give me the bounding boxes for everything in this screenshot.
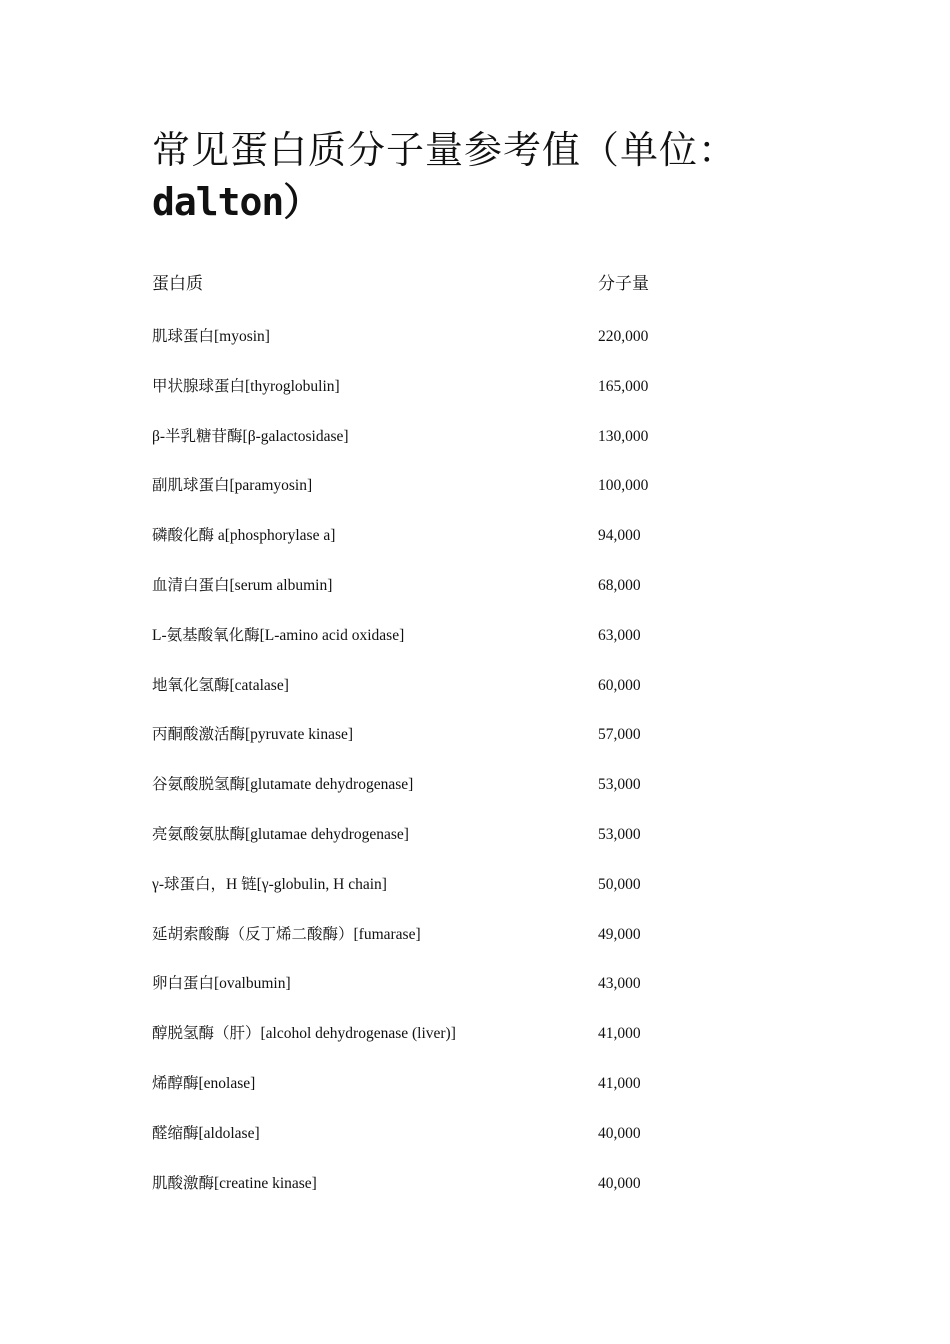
protein-name: 血清白蛋白[serum albumin] bbox=[152, 576, 333, 594]
molecular-weight: 49,000 bbox=[598, 925, 641, 943]
protein-name: 磷酸化酶 a[phosphorylase a] bbox=[152, 527, 336, 545]
table-row bbox=[152, 566, 792, 616]
table-row bbox=[152, 1164, 792, 1214]
molecular-weight: 43,000 bbox=[598, 975, 641, 993]
molecular-weight: 63,000 bbox=[598, 626, 641, 644]
protein-name: L-氨基酸氧化酶[L-amino acid oxidase] bbox=[152, 626, 405, 644]
molecular-weight: 220,000 bbox=[598, 328, 649, 345]
table-row bbox=[152, 915, 792, 965]
table-header-row bbox=[152, 264, 792, 317]
table-row bbox=[152, 1114, 792, 1164]
molecular-weight: 53,000 bbox=[598, 825, 641, 843]
protein-name: 谷氨酸脱氢酶[glutamate dehydrogenase] bbox=[152, 776, 414, 794]
molecular-weight: 130,000 bbox=[598, 427, 649, 445]
protein-table bbox=[152, 264, 792, 1213]
table-row bbox=[152, 815, 792, 865]
molecular-weight: 57,000 bbox=[598, 726, 641, 744]
molecular-weight: 53,000 bbox=[598, 776, 641, 794]
table-row bbox=[152, 417, 792, 467]
protein-name: β-半乳糖苷酶[β-galactosidase] bbox=[152, 427, 349, 445]
table-row bbox=[152, 466, 792, 516]
molecular-weight: 40,000 bbox=[598, 1174, 641, 1192]
protein-name: 甲状腺球蛋白[thyroglobulin] bbox=[152, 377, 340, 395]
protein-name: γ-球蛋白，H 链[γ-globulin, H chain] bbox=[152, 875, 387, 893]
table-row bbox=[152, 1064, 792, 1114]
table-row bbox=[152, 516, 792, 566]
molecular-weight: 41,000 bbox=[598, 1074, 641, 1092]
protein-name: 丙酮酸激活酶[pyruvate kinase] bbox=[152, 726, 354, 744]
table-row bbox=[152, 666, 792, 716]
table-row bbox=[152, 715, 792, 765]
table-row bbox=[152, 317, 792, 367]
molecular-weight: 94,000 bbox=[598, 527, 641, 545]
document-title bbox=[152, 124, 772, 228]
table-row bbox=[152, 1014, 792, 1064]
table-row bbox=[152, 367, 792, 417]
header-protein: 蛋白质 bbox=[152, 274, 203, 294]
molecular-weight: 100,000 bbox=[598, 477, 649, 495]
protein-name: 副肌球蛋白[paramyosin] bbox=[152, 477, 313, 495]
molecular-weight: 40,000 bbox=[598, 1124, 641, 1142]
protein-name: 亮氨酸氨肽酶[glutamae dehydrogenase] bbox=[152, 825, 409, 843]
protein-name: 醛缩酶[aldolase] bbox=[152, 1124, 260, 1142]
molecular-weight: 41,000 bbox=[598, 1025, 641, 1043]
protein-name: 醇脱氢酶（肝）[alcohol dehydrogenase (liver)] bbox=[152, 1025, 456, 1043]
molecular-weight: 60,000 bbox=[598, 676, 641, 694]
table-row bbox=[152, 964, 792, 1014]
protein-name: 地氧化氢酶[catalase] bbox=[152, 676, 289, 694]
table-row bbox=[152, 865, 792, 915]
protein-name: 烯醇酶[enolase] bbox=[152, 1074, 256, 1092]
protein-name: 卵白蛋白[ovalbumin] bbox=[152, 975, 291, 993]
molecular-weight: 68,000 bbox=[598, 576, 641, 594]
header-molecular-weight: 分子量 bbox=[598, 274, 649, 294]
molecular-weight: 165,000 bbox=[598, 377, 649, 395]
protein-name: 肌球蛋白[myosin] bbox=[152, 328, 270, 345]
protein-name: 延胡索酸酶（反丁烯二酸酶）[fumarase] bbox=[152, 925, 421, 943]
protein-name: 肌酸激酶[creatine kinase] bbox=[152, 1174, 317, 1192]
title-line-2: dalton） bbox=[152, 180, 321, 224]
table-row bbox=[152, 765, 792, 815]
title-line-1: 常见蛋白质分子量参考值（单位： bbox=[152, 128, 738, 172]
molecular-weight: 50,000 bbox=[598, 875, 641, 893]
table-row bbox=[152, 616, 792, 666]
